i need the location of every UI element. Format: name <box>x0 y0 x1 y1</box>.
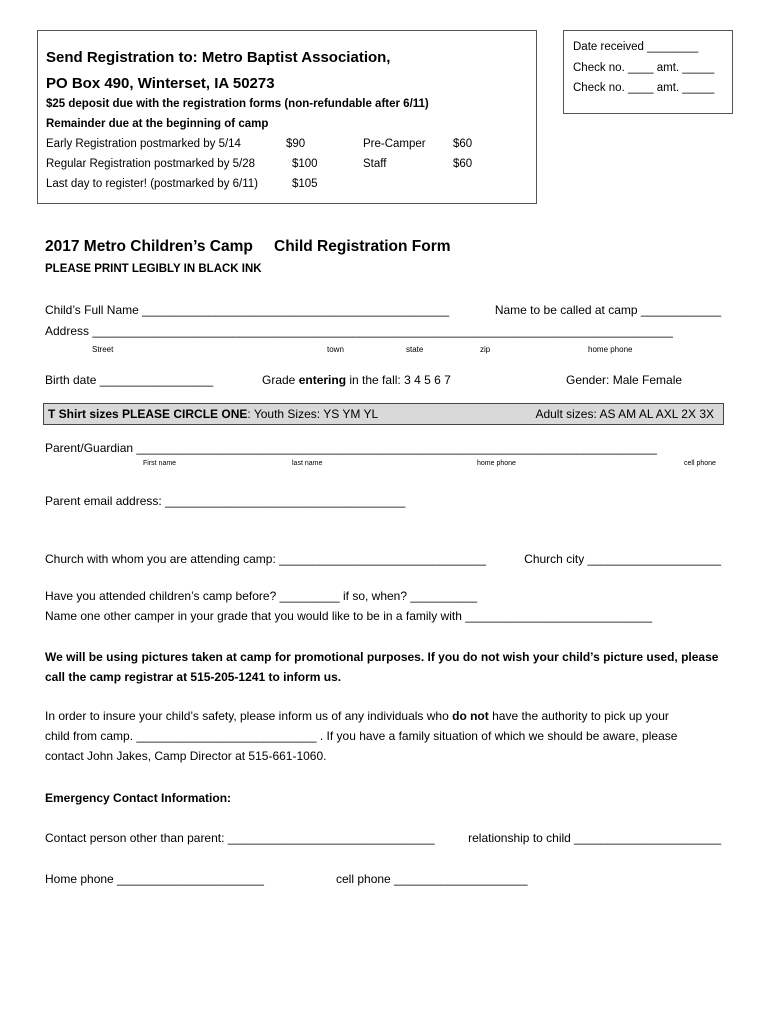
deposit-note: $25 deposit due with the registration forms (non-refundable after 6/11) <box>46 98 429 110</box>
emergency-contact-row <box>45 831 721 845</box>
home-phone-caption: home phone <box>588 345 633 354</box>
fee-early-amount: $90 <box>286 138 306 150</box>
send-registration-line: Send Registration to: Metro Baptist Association, <box>46 49 391 66</box>
date-received-field[interactable]: Date received ________ <box>573 41 699 53</box>
grade-prefix: Grade <box>262 373 299 387</box>
street-caption: Street <box>92 345 114 354</box>
tshirt-youth[interactable] <box>48 407 378 421</box>
relationship-field[interactable]: relationship to child ______________________ <box>468 831 721 845</box>
address-line: PO Box 490, Winterset, IA 50273 <box>46 75 275 92</box>
first-name-caption: First name <box>143 460 177 467</box>
tshirt-youth-sizes: : Youth Sizes: YS YM YL <box>247 407 379 421</box>
fee-regular-amount: $100 <box>292 158 318 170</box>
check-amount-field-1[interactable]: Check no. ____ amt. _____ <box>573 62 715 74</box>
last-name-caption: last name <box>292 460 323 467</box>
grade-entering: entering <box>298 373 347 387</box>
print-note: PLEASE PRINT LEGIBLY IN BLACK INK <box>45 263 262 275</box>
contact-person-field[interactable]: Contact person other than parent: _______________________________ <box>45 831 435 845</box>
safety-line1 <box>45 709 669 723</box>
precamper-label: Pre-Camper <box>363 138 426 150</box>
fee-regular-label: Regular Registration postmarked by 5/28 <box>46 158 256 170</box>
town-caption: town <box>327 345 344 354</box>
tshirt-adult-sizes[interactable]: Adult sizes: AS AM AL AXL 2X 3X <box>535 407 714 421</box>
child-name-field[interactable]: Child’s Full Name ______________________________________________ <box>45 303 450 317</box>
child-name-row <box>45 303 721 317</box>
church-field[interactable]: Church with whom you are attending camp: _______________________________ <box>45 552 487 566</box>
pictures-notice-line1: We will be using pictures taken at camp for promotional purposes. If you do not wish your child’s picture used, please <box>45 650 719 664</box>
birth-date-field[interactable]: Birth date _________________ <box>45 373 214 387</box>
fee-last-amount: $105 <box>292 178 318 190</box>
pictures-notice-line2: call the camp registrar at 515-205-1241 to inform us. <box>45 670 342 684</box>
cell-phone-field[interactable]: cell phone ____________________ <box>336 872 528 886</box>
staff-label: Staff <box>363 158 387 170</box>
staff-amount: $60 <box>453 158 473 170</box>
family-camper-field[interactable]: Name one other camper in your grade that you would like to be in a family with ____________________________ <box>45 609 653 623</box>
grade-options: in the fall: 3 4 5 6 7 <box>346 373 451 387</box>
safety-do-not: do not <box>452 709 489 723</box>
check-amount-field-2[interactable]: Check no. ____ amt. _____ <box>573 82 715 94</box>
parent-home-phone-caption: home phone <box>477 460 516 467</box>
fee-last-label: Last day to register! (postmarked by 6/11) <box>46 178 258 190</box>
emergency-title: Emergency Contact Information: <box>45 791 232 805</box>
address-field[interactable]: Address _______________________________________________________________________________________ <box>45 324 673 338</box>
state-caption: state <box>406 345 424 354</box>
safety-line1-c: have the authority to pick up your <box>488 709 669 723</box>
zip-caption: zip <box>480 345 491 354</box>
called-name-field[interactable]: Name to be called at camp ____________ <box>494 303 721 317</box>
precamper-amount: $60 <box>453 138 473 150</box>
parent-email-field[interactable]: Parent email address: ____________________________________ <box>45 494 406 508</box>
remainder-note: Remainder due at the beginning of camp <box>46 118 269 130</box>
home-phone-field[interactable]: Home phone ______________________ <box>45 872 264 886</box>
parent-guardian-field[interactable]: Parent/Guardian ______________________________________________________________________________ <box>45 441 657 455</box>
form-title: 2017 Metro Children’s Camp <box>45 238 253 255</box>
church-city-field[interactable]: Church city ____________________ <box>524 552 721 566</box>
tshirt-size-bar <box>43 403 724 425</box>
safety-line3: contact John Jakes, Camp Director at 515-661-1060. <box>45 749 327 763</box>
safety-line2[interactable]: child from camp. ___________________________ . If you have a family situation of which we should be aware, please <box>45 729 678 743</box>
fee-early-label: Early Registration postmarked by 5/14 <box>46 138 241 150</box>
parent-cell-phone-caption: cell phone <box>684 460 716 467</box>
gender-selection[interactable]: Gender: Male Female <box>566 373 683 387</box>
attended-before-field[interactable]: Have you attended children’s camp before? _________ if so, when? __________ <box>45 589 478 603</box>
grade-selection[interactable] <box>262 373 451 387</box>
registration-info-box <box>37 30 537 204</box>
safety-line1-a: In order to insure your child’s safety, please inform us of any individuals who <box>45 709 453 723</box>
form-subtitle: Child Registration Form <box>274 238 451 255</box>
tshirt-label: T Shirt sizes PLEASE CIRCLE ONE <box>48 407 248 421</box>
church-row <box>45 552 721 566</box>
office-use-box <box>563 30 733 114</box>
